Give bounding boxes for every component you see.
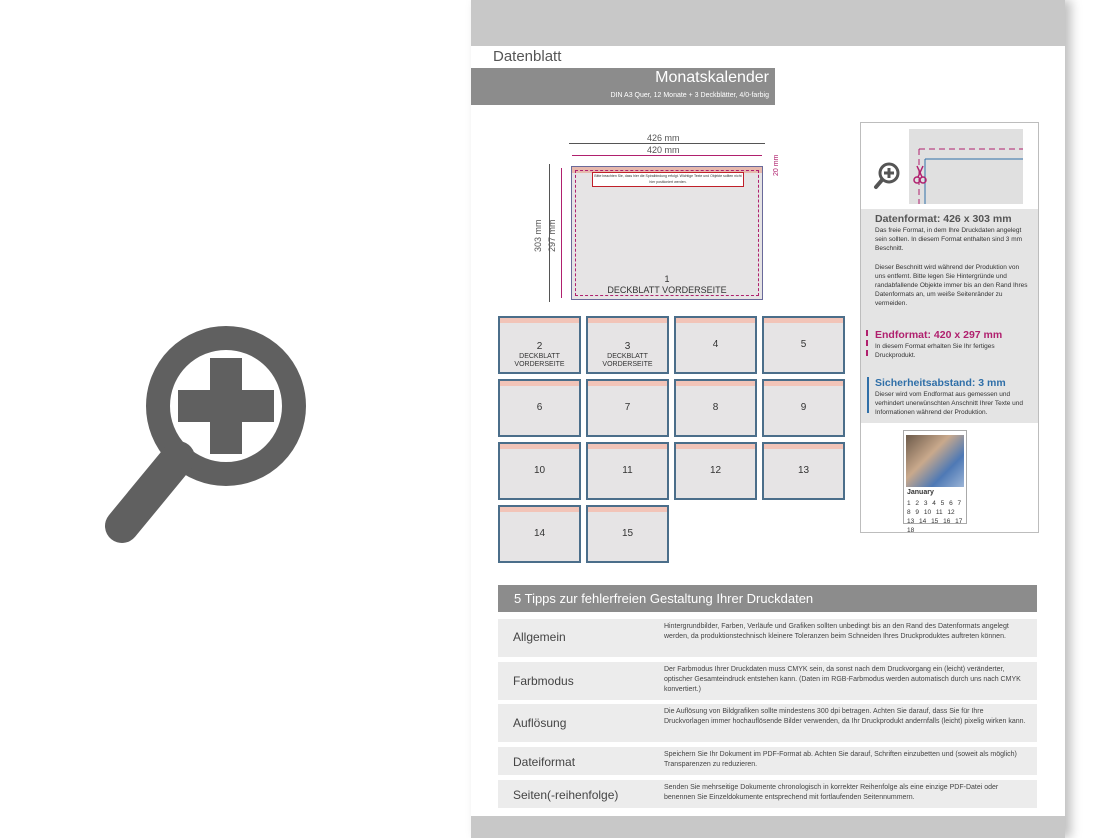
zoom-in-icon[interactable] xyxy=(100,318,360,548)
corner-detail xyxy=(861,123,1038,207)
tip-row xyxy=(498,747,1037,775)
cover-height-inner: 297 mm xyxy=(547,219,557,252)
calendar-days: 1 2 3 4 5 6 7 8 9 10 11 12 13 14 15 16 17 18 xyxy=(907,500,963,534)
endformat-text: In diesem Format erhalten Sie Ihr fertiges Druckprodukt. xyxy=(875,343,995,359)
datasheet-page xyxy=(471,0,1065,838)
page-thumbnail xyxy=(586,379,669,437)
page-number: 12 xyxy=(709,465,722,476)
page-thumbnail xyxy=(586,505,669,563)
datasheet-tab: Datenblatt xyxy=(471,46,591,68)
tip-title: Auflösung xyxy=(513,716,567,730)
top-band xyxy=(471,0,1065,46)
dimension-line xyxy=(569,143,765,144)
page-thumbnail xyxy=(674,379,757,437)
page-thumbnail xyxy=(762,442,845,500)
page-label: DECKBLATT VORDERSEITE xyxy=(514,353,565,368)
document-title: Monatskalender xyxy=(655,69,769,86)
sicherheit-text: Dieser wird vom Endformat aus gemessen und verhindert unerwünschten Anschnitt Ihrer Texte und Informationen während der Produktion. xyxy=(875,391,1024,416)
page-thumbnail xyxy=(674,442,757,500)
page-number: 10 xyxy=(533,465,546,476)
tip-text: Der Farbmodus Ihrer Druckdaten muss CMYK sein, da sonst nach dem Druckvorgang ein (leicht) veränderter, optischer Gesamteindruck entstehen kann. (Daten im RGB-Farbmodus werden automatisch durch uns nach CMYK konvertiert.) xyxy=(664,666,1021,693)
page-number: 11 xyxy=(622,465,633,476)
datenformat-title: Datenformat: 426 x 303 mm xyxy=(875,213,1012,225)
format-info-panel xyxy=(860,122,1039,533)
page-thumbnail xyxy=(586,316,669,374)
beschnitt-text: Dieser Beschnitt wird während der Produktion von uns entfernt. Bitte legen Sie Hintergründe und randabfallende Objekte immer bis an den Rand Ihres Datenformats an, um weiße Seitenränder zu vermeiden. xyxy=(875,264,1028,307)
cover-page-label: DECKBLATT VORDERSEITE xyxy=(607,285,727,295)
page-number: 3 xyxy=(624,341,631,352)
cover-page-thumbnail xyxy=(571,166,763,300)
tip-title: Seiten(-reihenfolge) xyxy=(513,788,619,802)
tip-title: Dateiformat xyxy=(513,755,576,769)
page-thumbnail xyxy=(762,379,845,437)
page-thumbnail xyxy=(498,505,581,563)
tip-title: Farbmodus xyxy=(513,674,574,688)
tips-header: 5 Tipps zur fehlerfreien Gestaltung Ihrer Druckdaten xyxy=(498,585,1037,612)
tip-text: Die Auflösung von Bildgrafiken sollte mindestens 300 dpi betragen. Achten Sie darauf, dass Sie für Ihre Druckvorlagen immer hochauflösende Bilder verwenden, da Ihr Druckprodukt andernfalls (leicht) pixelig wirken kann. xyxy=(664,708,1026,725)
page-number: 5 xyxy=(800,339,807,350)
page-number: 7 xyxy=(624,402,631,413)
sicherheit-title: Sicherheitsabstand: 3 mm xyxy=(875,377,1006,389)
tip-text: Hintergrundbilder, Farben, Verläufe und Grafiken sollten unbedingt bis an den Rand des Datenformats angelegt werden, da produktionstechnisch kleinere Toleranzen beim Schneiden Ihres Druckproduktes auftreten können. xyxy=(664,623,1009,640)
tip-row xyxy=(498,662,1037,700)
page-thumbnail xyxy=(762,316,845,374)
calendar-preview xyxy=(903,430,967,534)
page-thumbnail xyxy=(498,379,581,437)
page-thumbnail xyxy=(586,442,669,500)
page-number: 9 xyxy=(800,402,807,413)
tip-text: Speichern Sie Ihr Dokument im PDF-Format ab. Achten Sie darauf, Schriften einzubetten und (soweit als möglich) Transparenzen zu reduzieren. xyxy=(664,751,1017,768)
datenformat-text: Das freie Format, in dem Ihre Druckdaten angelegt sein sollten. In diesem Format enthalten sind 3 mm Beschnitt. xyxy=(875,227,1023,252)
scissors-icon xyxy=(913,165,927,185)
tip-title: Allgemein xyxy=(513,630,566,644)
cover-width-inner: 420 mm xyxy=(647,145,680,155)
format-descriptions xyxy=(861,209,1038,423)
page-number: 6 xyxy=(536,402,543,413)
page-number: 13 xyxy=(797,465,810,476)
tip-row xyxy=(498,780,1037,808)
binding-notice: Bitte beachten Sie, dass hier die Spiralbindung erfolgt. Wichtige Texte und Objekte sollten nicht hier positioniert werden. xyxy=(592,172,744,187)
dimension-line xyxy=(561,168,562,298)
tip-row xyxy=(498,704,1037,742)
margin-label: 20 mm xyxy=(773,154,780,176)
bottom-band xyxy=(471,816,1065,838)
page-thumbnail xyxy=(674,316,757,374)
cover-height-outer: 303 mm xyxy=(533,219,543,252)
page-label: DECKBLATT VORDERSEITE xyxy=(602,353,653,368)
title-band xyxy=(471,68,775,105)
page-number: 15 xyxy=(621,528,634,539)
magnifier-icon xyxy=(873,161,903,191)
tip-text: Senden Sie mehrseitige Dokumente chronologisch in korrekter Reihenfolge als eine einzige PDF-Datei oder benennen Sie Einzeldokumente entsprechend mit fortlaufenden Seitennummern. xyxy=(664,784,999,801)
page-number: 8 xyxy=(712,402,719,413)
page-number: 14 xyxy=(533,528,546,539)
tip-row xyxy=(498,619,1037,657)
page-number: 2 xyxy=(536,341,543,352)
page-thumbnail xyxy=(498,316,581,374)
calendar-month: January xyxy=(907,489,934,496)
document-subtitle: DIN A3 Quer, 12 Monate + 3 Deckblätter, 4/0-farbig xyxy=(610,92,769,99)
cover-width-outer: 426 mm xyxy=(647,133,680,143)
sicherheit-marker xyxy=(867,377,869,413)
page-number: 4 xyxy=(712,339,719,350)
calendar-photo xyxy=(906,435,964,487)
cover-page-number: 1 xyxy=(664,274,670,284)
endformat-title: Endformat: 420 x 297 mm xyxy=(875,329,1003,341)
dimension-line xyxy=(572,155,762,156)
page-thumbnail xyxy=(498,442,581,500)
endformat-marker xyxy=(866,330,870,356)
